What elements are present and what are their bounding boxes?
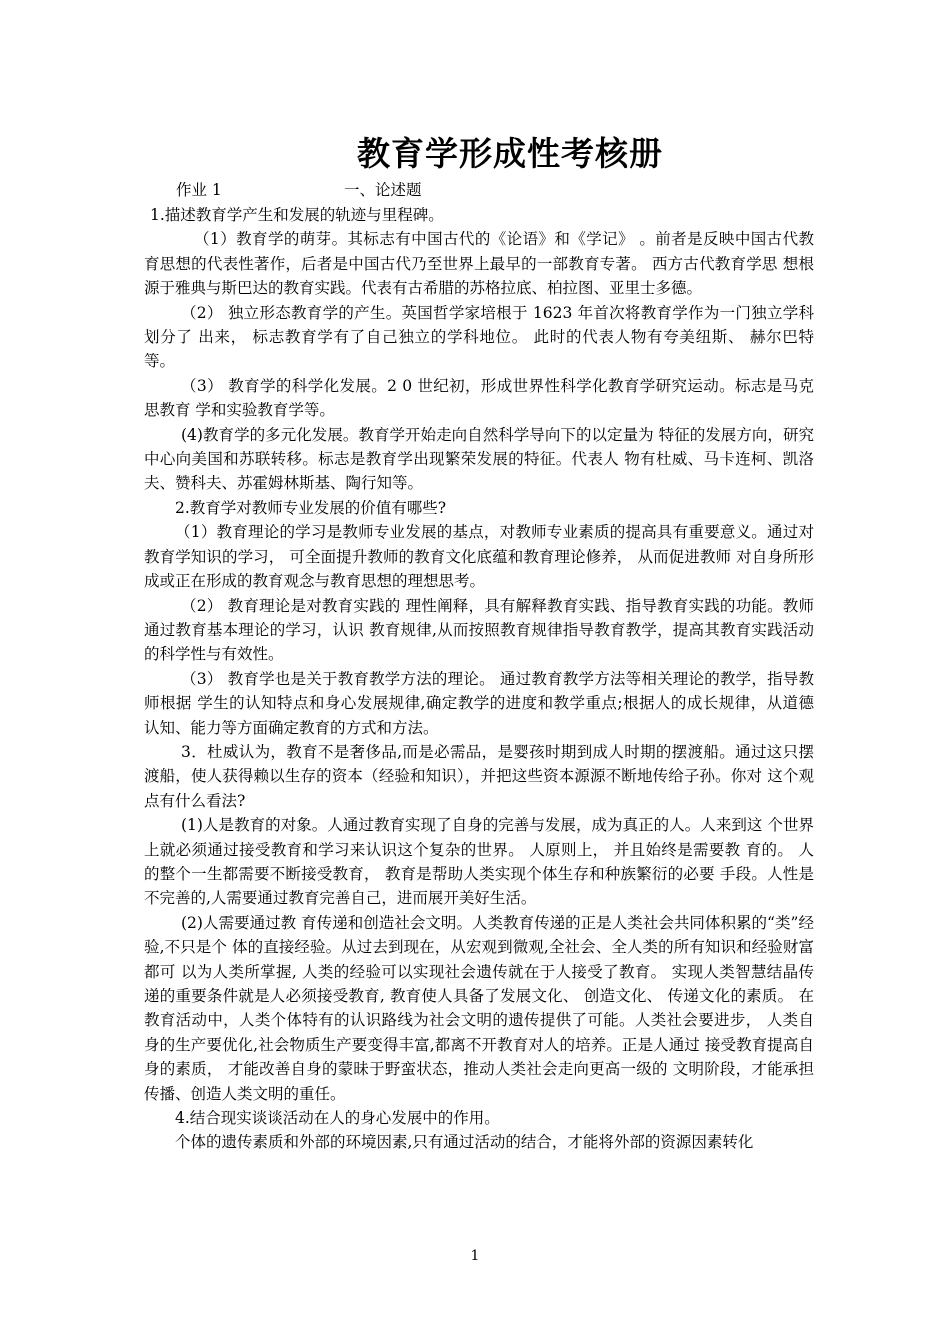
question-4: 4.结合现实谈谈活动在人的身心发展中的作用。 bbox=[175, 1109, 500, 1128]
question-3: 3．杜威认为，教育不是奢侈品,而是必需品，是婴孩时期到成人时期的摆渡船。通过这只摆 渡船，使人获得赖以生存的资本（经验和知识），并把这些资本源源不断地传给子孙。你对 这个观点有什么看法? bbox=[144, 742, 814, 810]
answer-paragraph: (1)人是教育的对象。人通过教育实现了自身的完善与发展，成为真正的人。人来到这 个世界上就必须通过接受教育和学习来认识这个复杂的世界。 人原则上， 并且始终是需要教 育的。 人的整个一生都需要不断接受教育， 教育是帮助人类实现个体生存和种族繁衍的必要 手段。人性是不完善的,人需要通过教育完善自己，进而展开美好生活。 bbox=[144, 816, 814, 908]
answer-paragraph: （3） 教育学的科学化发展。2 0 世纪初，形成世界性科学化教育学研究运动。标志是马克思教育 学和实验教育学等。 bbox=[144, 376, 814, 420]
assignment-label: 作业 1 bbox=[176, 181, 222, 199]
answer-paragraph: （3） 教育学也是关于教育教学方法的理论。 通过教育教学方法等相关理论的教学，指导教师根据 学生的认知特点和身心发展规律,确定教学的进度和教学重点;根据人的成长规律，从道德 认知、能力等方面确定教育的方式和方法。 bbox=[144, 669, 814, 737]
section-heading: 一、论述题 bbox=[344, 181, 422, 199]
answer-paragraph: (4)教育学的多元化发展。教育学开始走向自然科学导向下的以定量为 特征的发展方向，研究中心向美国和苏联转移。标志是教育学出现繁荣发展的特征。代表人 物有杜威、马卡连柯、凯洛夫、赞科夫、苏霍姆林斯基、陶行知等。 bbox=[144, 425, 814, 493]
page-number: 1 bbox=[470, 1248, 480, 1264]
answer-paragraph: （1）教育理论的学习是教师专业发展的基点，对教师专业素质的提高具有重要意义。通过对教育学知识的学习， 可全面提升教师的教育文化底蕴和教育理论修养， 从而促进教师 对自身所形成或正在形成的教育观念与教育思想的理想思考。 bbox=[144, 523, 814, 591]
answer-paragraph: （2） 教育理论是对教育实践的 理性阐释，具有解释教育实践、指导教育实践的功能。教师通过教育基本理论的学习，认识 教育规律,从而按照教育规律指导教育教学，提高其教育实践活动的科学性与有效性。 bbox=[144, 596, 814, 664]
answer-paragraph: （1）教育学的萌芽。其标志有中国古代的《论语》和《学记》 。前者是反映中国古代教 育思想的代表性著作，后者是中国古代乃至世界上最早的一部教育专著。 西方古代教育学思 想根源于雅典与斯巴达的教育实践。代表有古希腊的苏格拉底、柏拉图、亚里士多德。 bbox=[144, 230, 814, 298]
answer-paragraph: (2)人需要通过教 育传递和创造社会文明。人类教育传递的正是人类社会共同体积累的“类”经验,不只是个 体的直接经验。从过去到现在，从宏观到微观,全社会、全人类的所有知识和经验财富都可 以为人类所掌握, 人类的经验可以实现社会遗传就在于人接受了教育。 实现人类智慧结晶传 递的重要条件就是人必须接受教育, 教育使人具备了发展文化、 创造文化、 传递文化的素质。 在教育活动中，人类个体特有的认识路线为社会文明的遗传提供了可能。人类社会要进步， 人类自身的生产要优化,社会物质生产要变得丰富,都离不开教育对人的培养。正是人通过 接受教育提高自身的素质， 才能改善自身的蒙昧于野蛮状态，推动人类社会走向更高一级的 文明阶段，才能承担传播、创造人类文明的重任。 bbox=[144, 913, 814, 1103]
answer-paragraph: 个体的遗传素质和外部的环境因素,只有通过活动的结合，才能将外部的资源因素转化 bbox=[175, 1133, 754, 1152]
page-title: 教育学形成性考核册 bbox=[357, 134, 663, 173]
answer-paragraph: （2） 独立形态教育学的产生。英国哲学家培根于 1623 年首次将教育学作为一门独立学科划分了 出来， 标志教育学有了自己独立的学科地位。 此时的代表人物有夸美纽斯、 赫尔巴特等。 bbox=[144, 303, 814, 371]
document-body bbox=[144, 203, 814, 1155]
question-1: 1.描述教育学产生和发展的轨迹与里程碑。 bbox=[150, 206, 444, 224]
question-2: 2.教育学对教师专业发展的价值有哪些? bbox=[175, 498, 447, 517]
